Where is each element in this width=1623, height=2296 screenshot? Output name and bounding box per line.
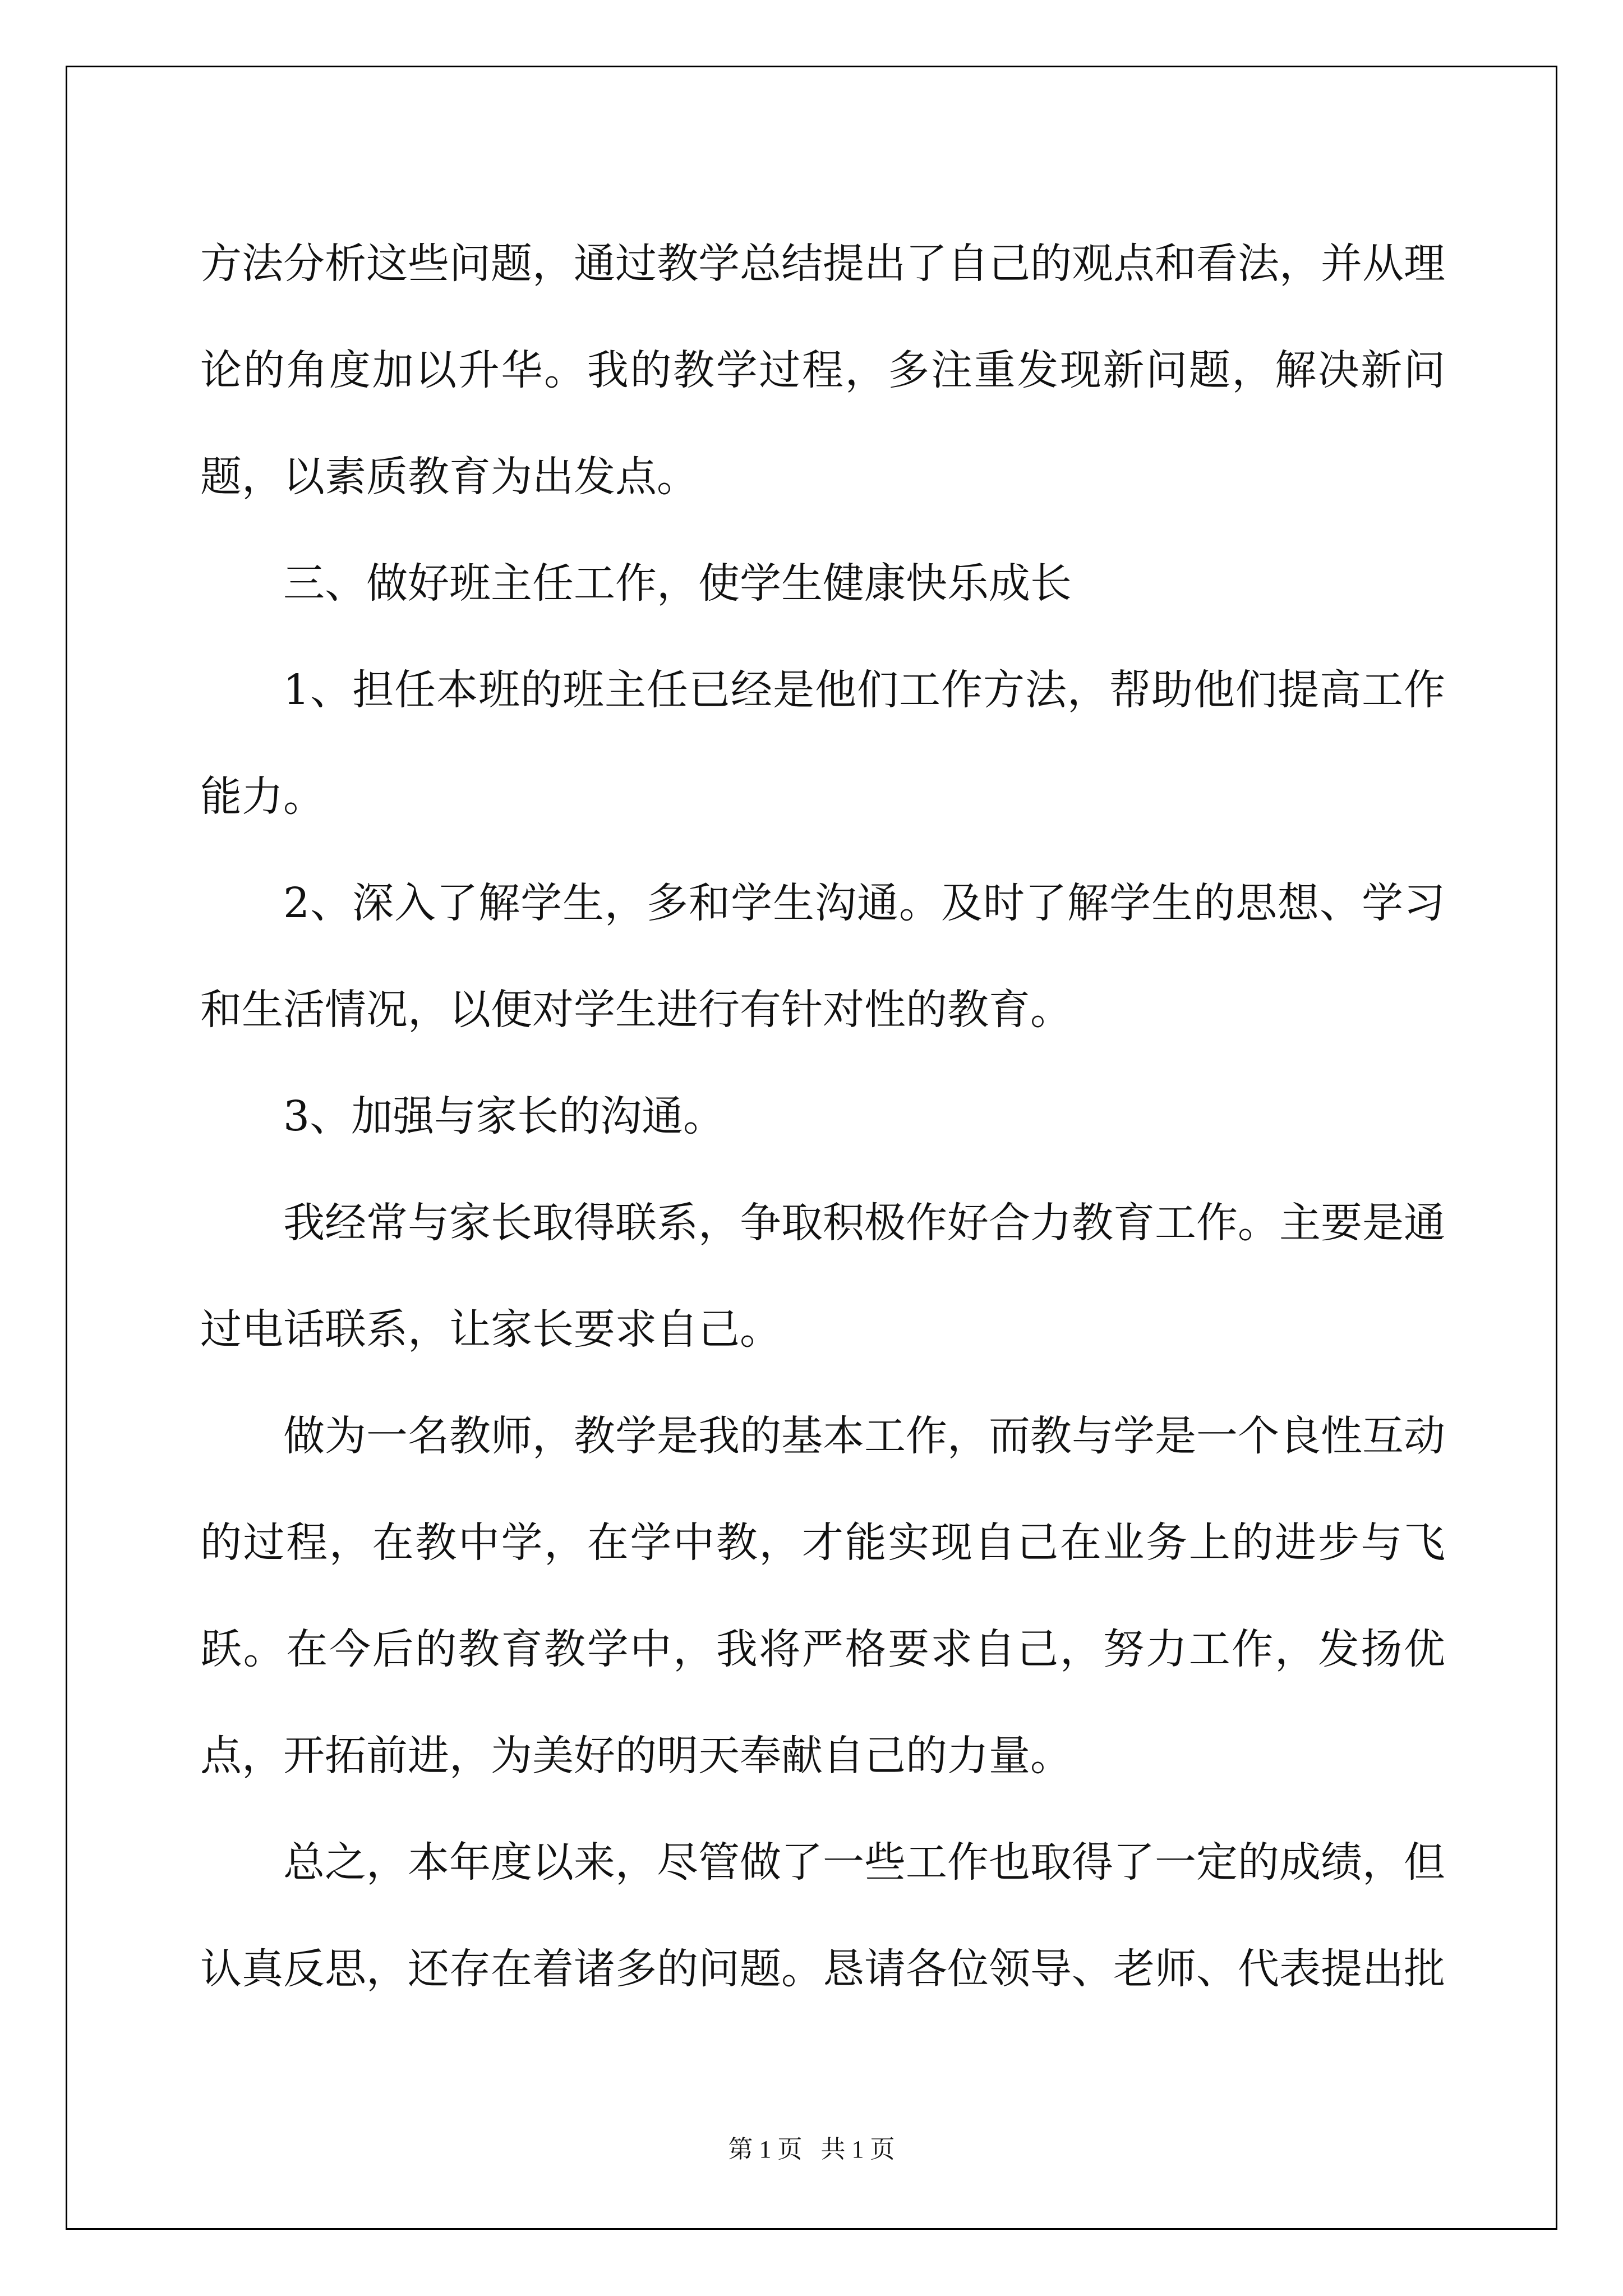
paragraph-parent-contact: 我经常与家长取得联系，争取积极作好合力教育工作。主要是通过电话联系，让家长要求自己。 — [200, 1199, 1445, 1354]
paragraph-summary: 总之，本年度以来，尽管做了一些工作也取得了一定的成绩，但认真反思，还存在着诸多的问题。恳请各位领导、老师、代表提出批 — [200, 1838, 1445, 1993]
document-body — [200, 210, 1445, 2022]
page-number-footer: 第 1 页 共 1 页 — [728, 2136, 895, 2163]
paragraph-item-2: 2、深入了解学生，多和学生沟通。及时了解学生的思想、学习和生活情况，以便对学生进行有针对性的教育。 — [200, 879, 1445, 1034]
paragraph-teacher-role: 做为一名教师，教学是我的基本工作，而教与学是一个良性互动的过程，在教中学，在学中教，才能实现自己在业务上的进步与飞跃。在今后的教育教学中，我将严格要求自己，努力工作，发扬优点，开拓前进，为美好的明天奉献自己的力量。 — [200, 1412, 1445, 1780]
paragraph-1: 方法分析这些问题，通过教学总结提出了自己的观点和看法，并从理论的角度加以升华。我的教学过程，多注重发现新问题，解决新问题，以素质教育为出发点。 — [200, 240, 1445, 501]
paragraph-item-3: 3、加强与家长的沟通。 — [283, 1092, 725, 1140]
section-heading-3: 三、做好班主任工作，使学生健康快乐成长 — [283, 559, 1072, 608]
paragraph-item-1: 1、担任本班的班主任已经是他们工作方法，帮助他们提高工作能力。 — [200, 666, 1445, 821]
